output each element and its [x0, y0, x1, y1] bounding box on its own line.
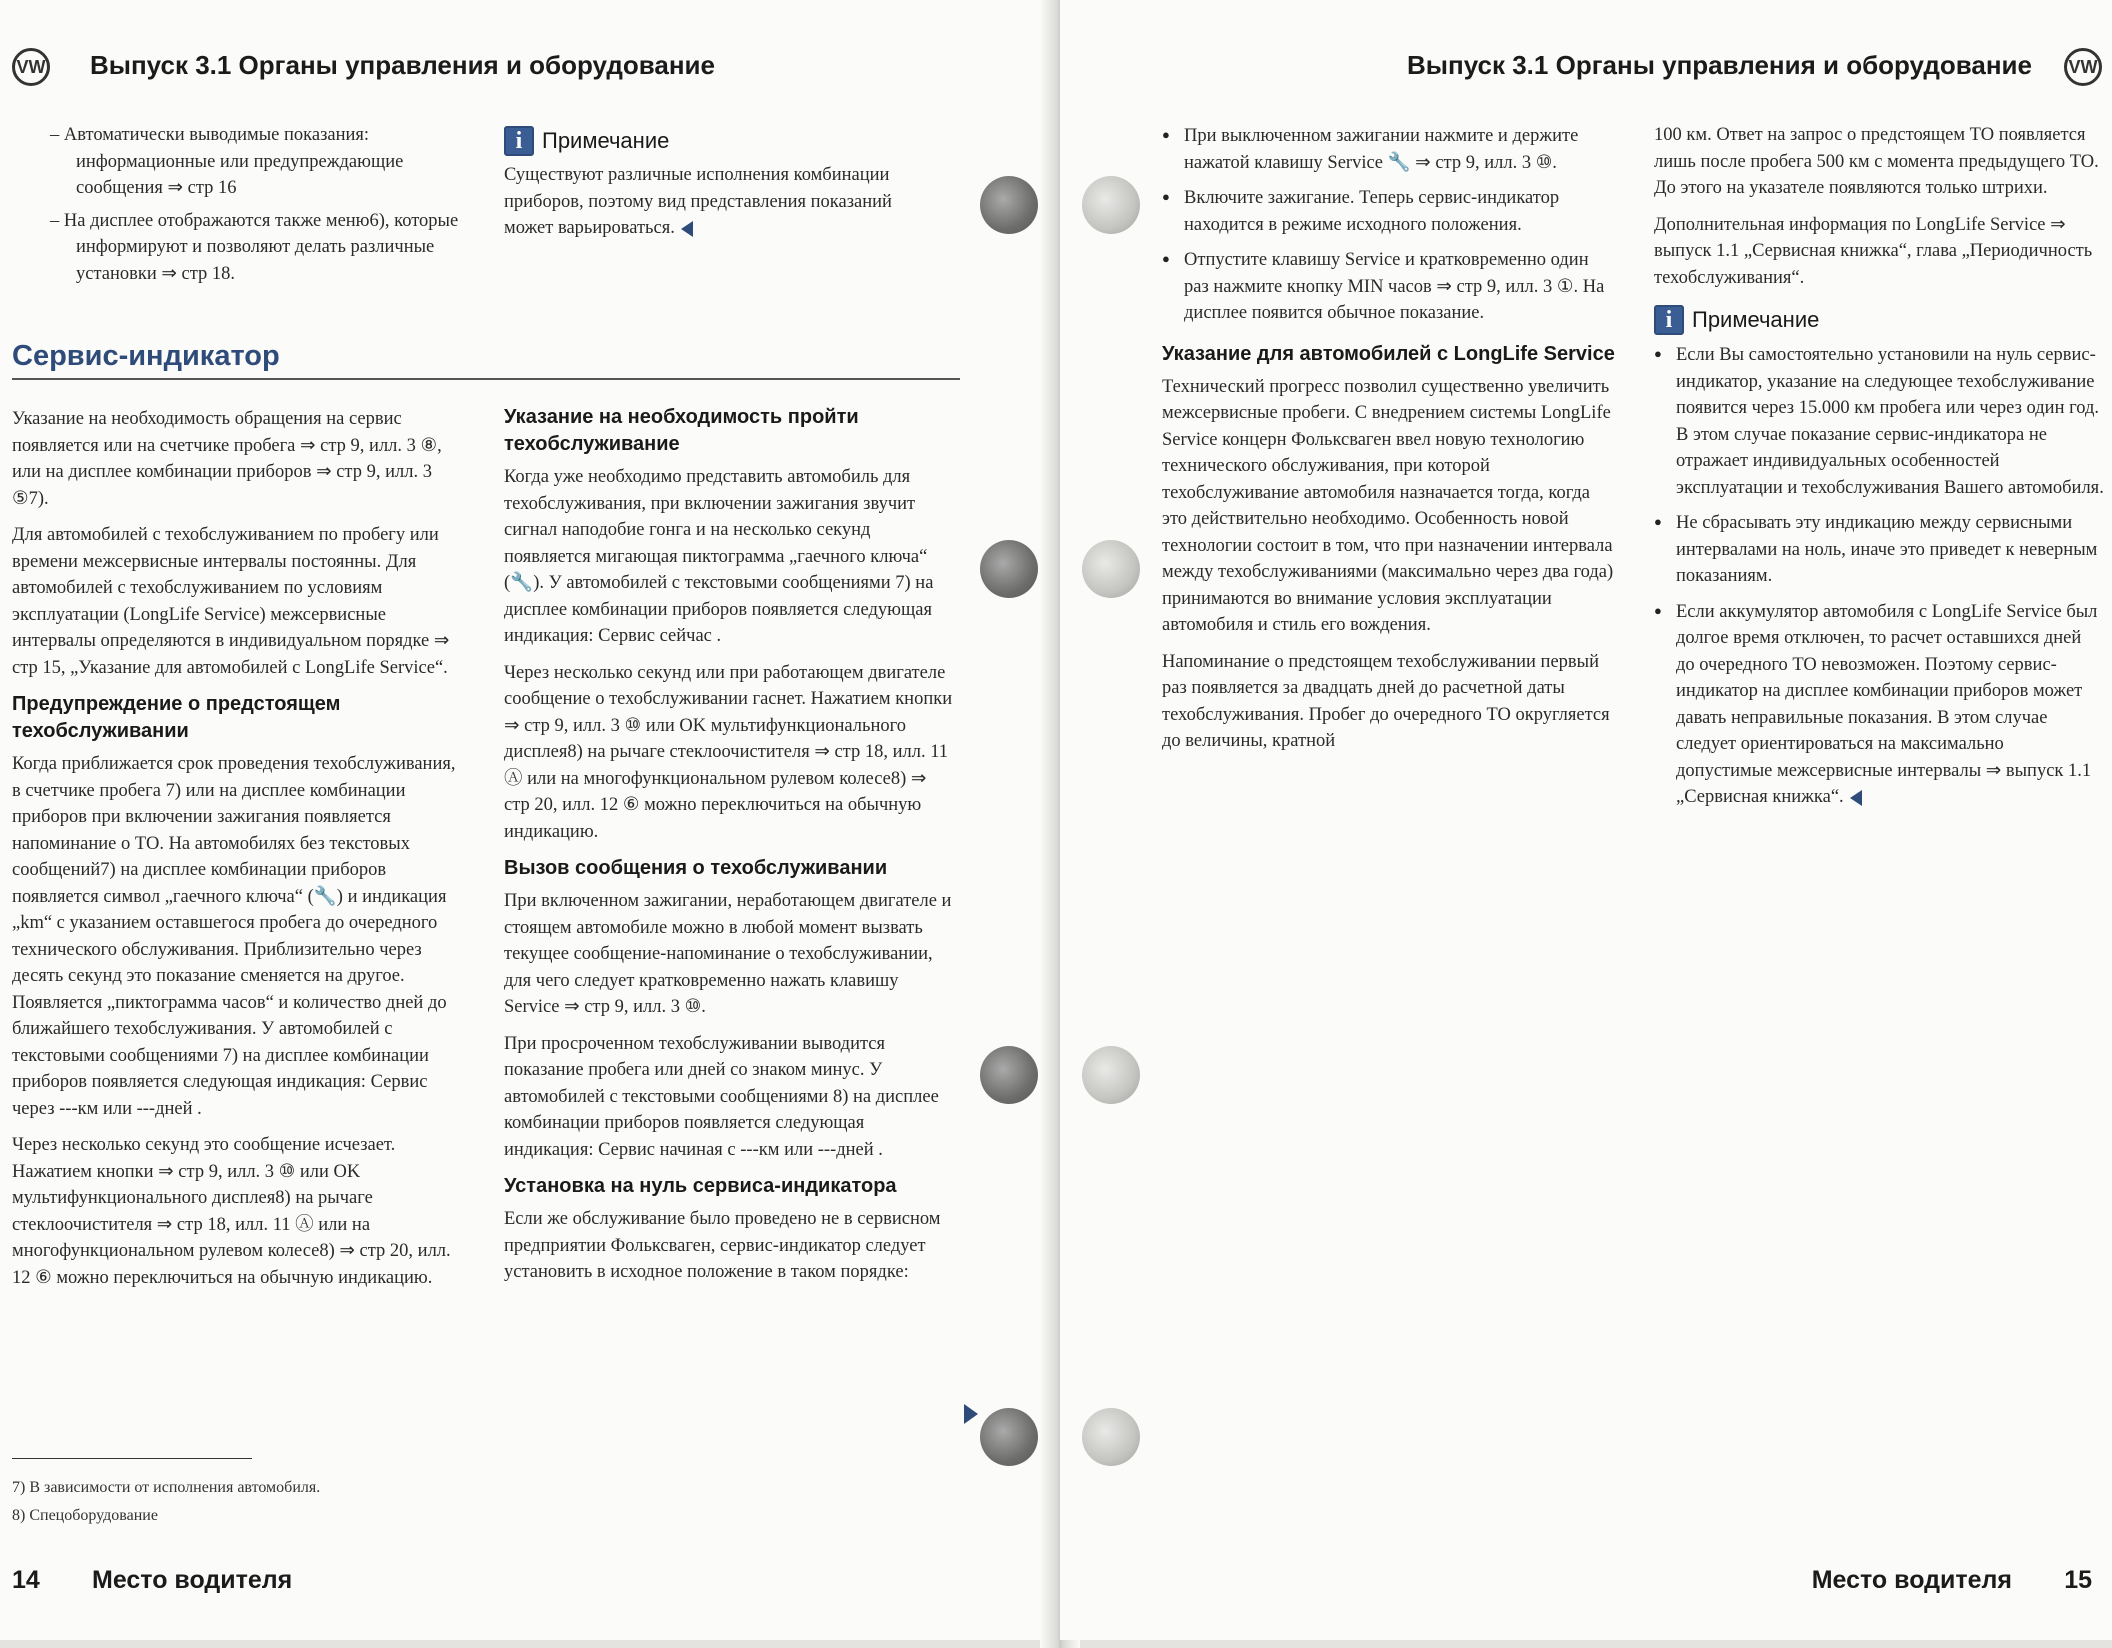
paragraph: Технический прогресс позволил существенно увеличить межсервисные пробеги. С внедрением системы LongLife Service концерн Фольксваген ввел новую технологию технического обслуживания, при которой техобслуживание автомобиля назначается тогда, когда это действительно необходимо. Особенность новой технологии состоит в том, что при назначении интервала между техобслуживаниями (максимально через два года) принимаются во внимание условия эксплуатации автомобиля и стиль его вождения.	[1162, 376, 1614, 635]
page-header: Выпуск 3.1 Органы управления и оборудование	[90, 50, 715, 80]
footnote: 7) В зависимости от исполнения автомобиля.	[12, 1479, 321, 1496]
right-page	[1060, 0, 2112, 1640]
vw-logo-icon: VW	[12, 48, 50, 86]
footnote-divider	[12, 1458, 252, 1459]
list-item: ● Если Вы самостоятельно установили на нуль сервис-индикатор, указание на следующее техобслуживание появится через 15.000 км пробега или через один год. В этом случае показание сервис-индикатора не отражает индивидуальных особенностей эксплуатации и техобслуживания Вашего автомобиля.	[1654, 341, 2104, 501]
paragraph: Если же обслуживание было проведено не в сервисном предприятии Фольксваген, сервис-индикатор следует установить в исходное положение в таком порядке:	[504, 1209, 941, 1282]
left-column-1	[12, 406, 468, 1301]
footer-title: Место водителя	[1811, 1566, 2012, 1594]
paragraph: Через несколько секунд это сообщение исчезает. Нажатием кнопки ⇒ стр 9, илл. 3 ⑩ или OK мультифункционального дисплея8) на рычаге стеклоочистителя ⇒ стр 18, илл. 11 Ⓐ или на многофункциональном рулевом колесе8) ⇒ стр 20, илл. 12 ⑥ можно переключиться на обычную индикацию.	[12, 1135, 451, 1288]
subheading: Установка на нуль сервиса-индикатора	[504, 1175, 897, 1197]
paragraph: 100 км. Ответ на запрос о предстоящем ТО появляется лишь после пробега 500 км с момента предыдущего ТО. До этого на указателе появляются только штрихи.	[1654, 125, 2099, 198]
punch-hole	[980, 1408, 1038, 1466]
right-column-2	[1654, 122, 2104, 819]
info-icon: i	[504, 126, 534, 156]
note-title	[1654, 305, 2104, 335]
punch-hole	[980, 540, 1038, 598]
vw-logo-icon: VW	[2064, 48, 2102, 86]
paragraph: Для автомобилей с техобслуживанием по пробегу или времени межсервисные интервалы постоянны. Для автомобилей с техобслуживанием по условиям эксплуатации (LongLife Service) межсервисные интервалы определяются в индивидуальном порядке ⇒ стр 15, „Указание для автомобилей с LongLife Service“.	[12, 525, 450, 678]
paragraph: Через несколько секунд или при работающем двигателе сообщение о техобслуживании гаснет. Нажатием кнопки ⇒ стр 9, илл. 3 ⑩ или OK мультифункционального дисплея8) на рычаге стеклоочистителя ⇒ стр 18, илл. 11 Ⓐ или на многофункциональном рулевом колесе8) ⇒ стр 20, илл. 12 ⑥ можно переключиться на обычную индикацию.	[504, 662, 953, 842]
note-text: Существуют различные исполнения комбинации приборов, поэтому вид представления показаний может варьироваться.	[504, 165, 892, 238]
note-body	[504, 162, 944, 242]
paragraph: При включенном зажигании, неработающем двигателе и стоящем автомобиле можно в любой момент вызвать текущее сообщение-напоминание о техобслуживании, для чего следует кратковременно нажать клавишу Service ⇒ стр 9, илл. 3 ⑩.	[504, 891, 952, 1017]
punch-hole	[1082, 540, 1140, 598]
note-title-text: Примечание	[542, 128, 670, 153]
paragraph: Напоминание о предстоящем техобслуживании первый раз появляется за двадцать дней до расчетной даты техобслуживания. Пробег до очередного ТО округляется до величины, кратной	[1162, 651, 1610, 751]
list-item: ● Отпустите клавишу Service и кратковременно один раз нажмите кнопку MIN часов ⇒ стр 9, илл. 3 ①. На дисплее появится обычное показание.	[1162, 246, 1616, 327]
end-marker-icon	[1850, 790, 1862, 806]
page-number: 14	[12, 1566, 40, 1594]
paragraph: Указание на необходимость обращения на сервис появляется или на счетчике пробега ⇒ стр 9, илл. 3 ⑧, или на дисплее комбинации приборов ⇒ стр 9, илл. 3 ⑤7).	[12, 409, 442, 509]
page-header: Выпуск 3.1 Органы управления и оборудование	[1407, 50, 2032, 80]
list-item: – На дисплее отображаются также меню6), которые информируют и позволяют делать различные установки ⇒ стр 18.	[50, 210, 459, 284]
footnotes	[12, 1474, 472, 1530]
section-divider	[12, 378, 960, 380]
info-icon: i	[1654, 305, 1684, 335]
punch-hole	[1082, 176, 1140, 234]
subheading: Предупреждение о предстоящем техобслуживании	[12, 693, 341, 742]
note-title	[504, 126, 944, 156]
note-title-text: Примечание	[1692, 306, 1820, 332]
footnote: 8) Спецоборудование	[12, 1507, 158, 1524]
list-item	[1654, 598, 2104, 811]
paragraph: Когда приближается срок проведения техобслуживания, в счетчике пробега 7) или на дисплее комбинации приборов при включении зажигания появляется напоминание о ТО. На автомобилях без текстовых сообщений7) на дисплее комбинации приборов появляется символ „гаечного ключа“ (🔧) и индикация „km“ с указанием оставшегося пробега до очередного технического обслуживания. Приблизительно через десять секунд это показание сменяется на другое. Появляется „пиктограмма часов“ и количество дней до ближайшего техобслуживания. У автомобилей с текстовыми сообщениями 7) на дисплее комбинации приборов появляется следующая индикация: Сервис через ---км или ---дней .	[12, 754, 456, 1119]
intro-list	[50, 122, 470, 293]
paragraph: Дополнительная информация по LongLife Service ⇒ выпуск 1.1 „Сервисная книжка“, глава „Периодичность техобслуживания“.	[1654, 214, 2093, 288]
subheading: Указание для автомобилей с LongLife Service	[1162, 342, 1615, 365]
section-title: Сервис-индикатор	[12, 340, 280, 372]
paragraph: При просроченном техобслуживании выводится показание пробега или дней со знаком минус. У автомобилей с текстовыми сообщениями 8) на дисплее комбинации приборов появляется следующая индикация: Сервис начиная с ---км или ---дней .	[504, 1033, 939, 1160]
footer-title: Место водителя	[92, 1566, 293, 1594]
punch-hole	[1082, 1408, 1140, 1466]
subheading: Вызов сообщения о техобслуживании	[504, 857, 888, 879]
list-item: ● Включите зажигание. Теперь сервис-индикатор находится в режиме исходного положения.	[1162, 184, 1616, 238]
left-page	[0, 0, 1056, 1640]
punch-hole	[980, 1046, 1038, 1104]
end-marker-icon	[681, 221, 693, 237]
note-text: Если аккумулятор автомобиля с LongLife Service был долгое время отключен, то расчет оставшихся дней до очередного ТО невозможен. Поэтому сервис-индикатор на дисплее комбинации приборов может давать неправильные показания. В этом случае следует ориентироваться на максимально допустимые межсервисные интервалы ⇒ выпуск 1.1 „Сервисная книжка“.	[1676, 601, 2098, 807]
list-item: ● Не сбрасывать эту индикацию между сервисными интервалами на ноль, иначе это приведет к неверным показаниям.	[1654, 509, 2104, 590]
note-box	[504, 126, 944, 242]
left-column-2	[504, 404, 956, 1296]
right-column-1	[1162, 122, 1616, 765]
page-number: 15	[2064, 1566, 2092, 1594]
continue-arrow-icon	[964, 1404, 978, 1424]
punch-hole	[980, 176, 1038, 234]
subheading: Указание на необходимость пройти техобслуживание	[504, 406, 859, 455]
list-item: ● При выключенном зажигании нажмите и держите нажатой клавишу Service 🔧 ⇒ стр 9, илл. 3 ⑩.	[1162, 122, 1616, 176]
punch-hole	[1082, 1046, 1140, 1104]
paragraph: Когда уже необходимо представить автомобиль для техобслуживания, при включении зажигания звучит сигнал наподобие гонга и на несколько секунд появляется мигающая пиктограмма „гаечного ключа“ (🔧). У автомобилей с текстовыми сообщениями 7) на дисплее комбинации приборов появляется следующая индикация: Сервис сейчас .	[504, 467, 934, 646]
list-item: – Автоматически выводимые показания: информационные или предупреждающие сообщения ⇒ стр 16	[50, 125, 404, 198]
